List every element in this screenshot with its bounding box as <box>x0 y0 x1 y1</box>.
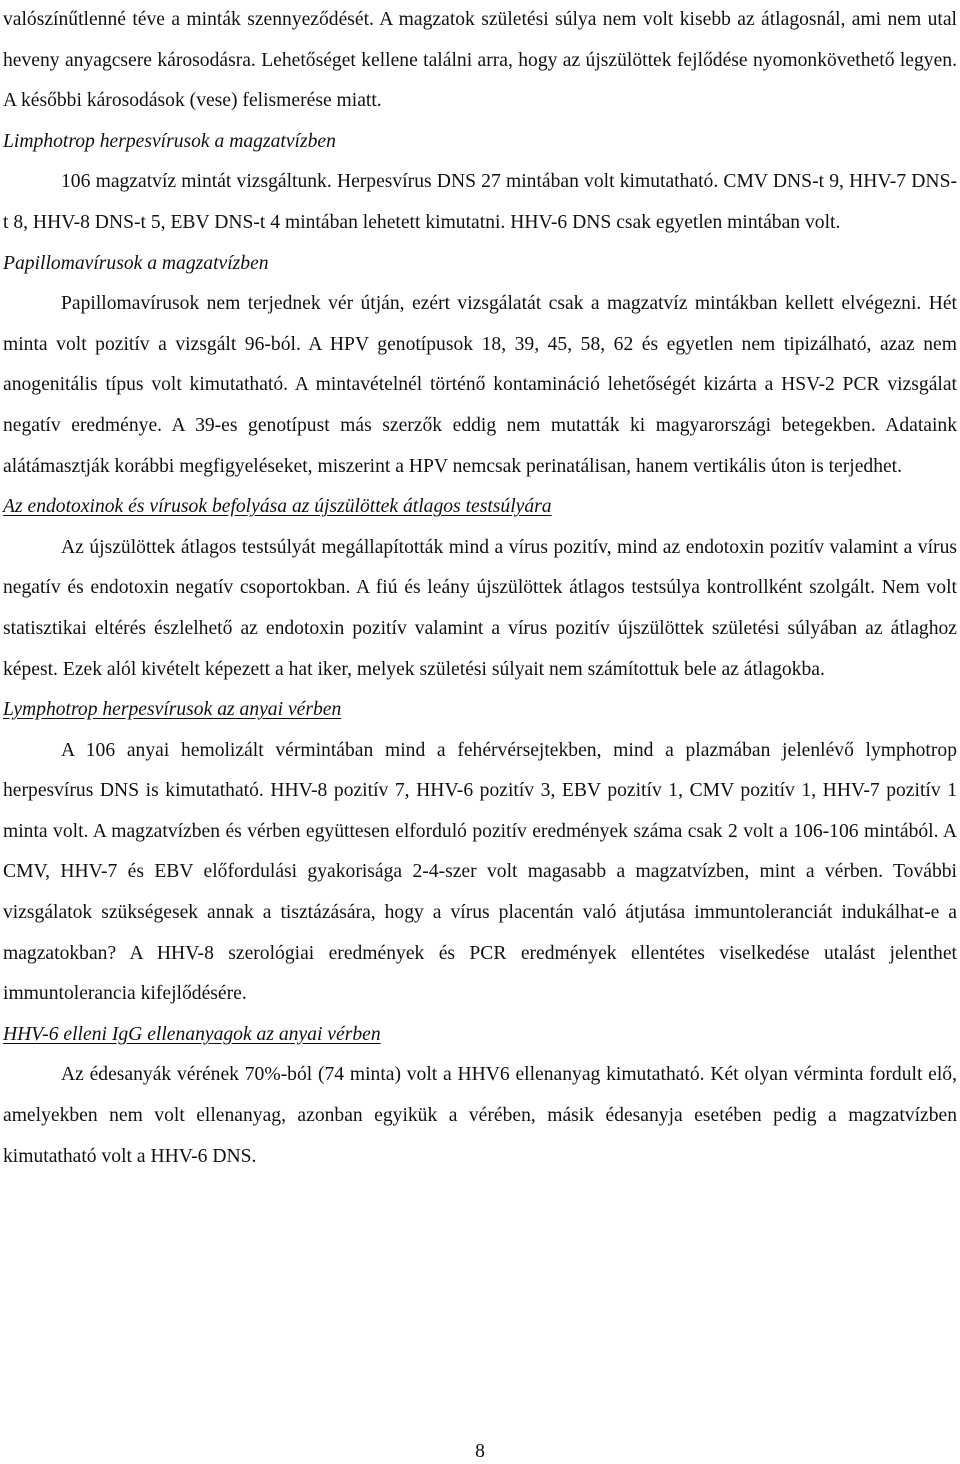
document-page <box>3 0 957 1177</box>
section-body-hhv6-igg: Az édesanyák vérének 70%-ból (74 minta) volt a HHV6 ellenanyag kimutatható. Két olyan vérminta fordult elő, amelyekben nem volt ellenanyag, azonban egyikük a vérében, másik édesanyja esetében pedig a magzatvízben kimutatható volt a HHV-6 DNS. <box>3 1064 957 1167</box>
section-heading-papilloma: Papillomavírusok a magzatvízben <box>3 252 269 274</box>
intro-paragraph: valószínűtlenné téve a minták szennyeződését. A magzatok születési súlya nem volt kisebb az átlagosnál, ami nem utal heveny anyagcsere károsodásra. Lehetőséget kellene találni arra, hogy az újszülöttek fejlődése nyomonkövethető legyen. A későbbi károsodások (vese) felismerése miatt. <box>3 9 957 112</box>
section-heading-limphotrop: Limphotrop herpesvírusok a magzatvízben <box>3 130 336 152</box>
section-heading-hhv6-igg: HHV-6 elleni IgG ellenanyagok az anyai vérben <box>3 1023 381 1045</box>
section-body-endotoxin: Az újszülöttek átlagos testsúlyát megállapították mind a vírus pozitív, mind az endotoxin pozitív valamint a vírus negatív és endotoxin negatív csoportokban. A fiú és leány újszülöttek átlagos testsúlya kontrollként szolgált. Nem volt statisztikai eltérés észlelhető az endotoxin pozitív valamint a vírus pozitív újszülöttek születési súlyában az átlaghoz képest. Ezek alól kivételt képezett a hat iker, melyek születési súlyait nem számítottuk bele az átlagokba. <box>3 536 957 680</box>
section-body-papilloma: Papillomavírusok nem terjednek vér útján, ezért vizsgálatát csak a magzatvíz mintákban kellett elvégezni. Hét minta volt pozitív a vizsgált 96-ból. A HPV genotípusok 18, 39, 45, 58, 62 és egyetlen nem tipizálható, azaz nem anogenitális típus volt kimutatható. A mintavételnél történő kontamináció lehetőségét kizárta a HSV-2 PCR vizsgálat negatív eredménye. A 39-es genotípust más szerzők eddig nem mutatták ki magyarországi betegekben. Adataink alátámasztják korábbi megfigyeléseket, miszerint a HPV nemcsak perinatálisan, hanem vertikális úton is terjedhet. <box>3 293 957 477</box>
page-number: 8 <box>475 1441 485 1462</box>
section-heading-endotoxin: Az endotoxinok és vírusok befolyása az újszülöttek átlagos testsúlyára <box>3 496 552 518</box>
section-heading-lymphotrop-blood: Lymphotrop herpesvírusok az anyai vérben <box>3 699 342 721</box>
section-body-lymphotrop-blood: A 106 anyai hemolizált vérmintában mind a fehérvérsejtekben, mind a plazmában jelenlévő lymphotrop herpesvírus DNS is kimutatható. HHV-8 pozitív 7, HHV-6 pozitív 3, EBV pozitív 1, CMV pozitív 1, HHV-7 pozitív 1 minta volt. A magzatvízben és vérben együttesen elforduló pozitív eredmények száma csak 2 volt a 106-106 mintából. A CMV, HHV-7 és EBV előfordulási gyakorisága 2-4-szer volt magasabb a magzatvízben, mint a vérben. További vizsgálatok szükségesek annak a tisztázására, hogy a vírus placentán való átjutása immuntoleranciát indukálhat-e a magzatokban? A HHV-8 szerológiai eredmények és PCR eredmények ellentétes viselkedése utalást jelenthet immuntolerancia kifejlődésére. <box>3 739 957 1005</box>
section-body-limphotrop: 106 magzatvíz mintát vizsgáltunk. Herpesvírus DNS 27 mintában volt kimutatható. CMV DNS-t 9, HHV-7 DNS-t 8, HHV-8 DNS-t 5, EBV DNS-t 4 mintában lehetett kimutatni. HHV-6 DNS csak egyetlen mintában volt. <box>3 171 957 233</box>
